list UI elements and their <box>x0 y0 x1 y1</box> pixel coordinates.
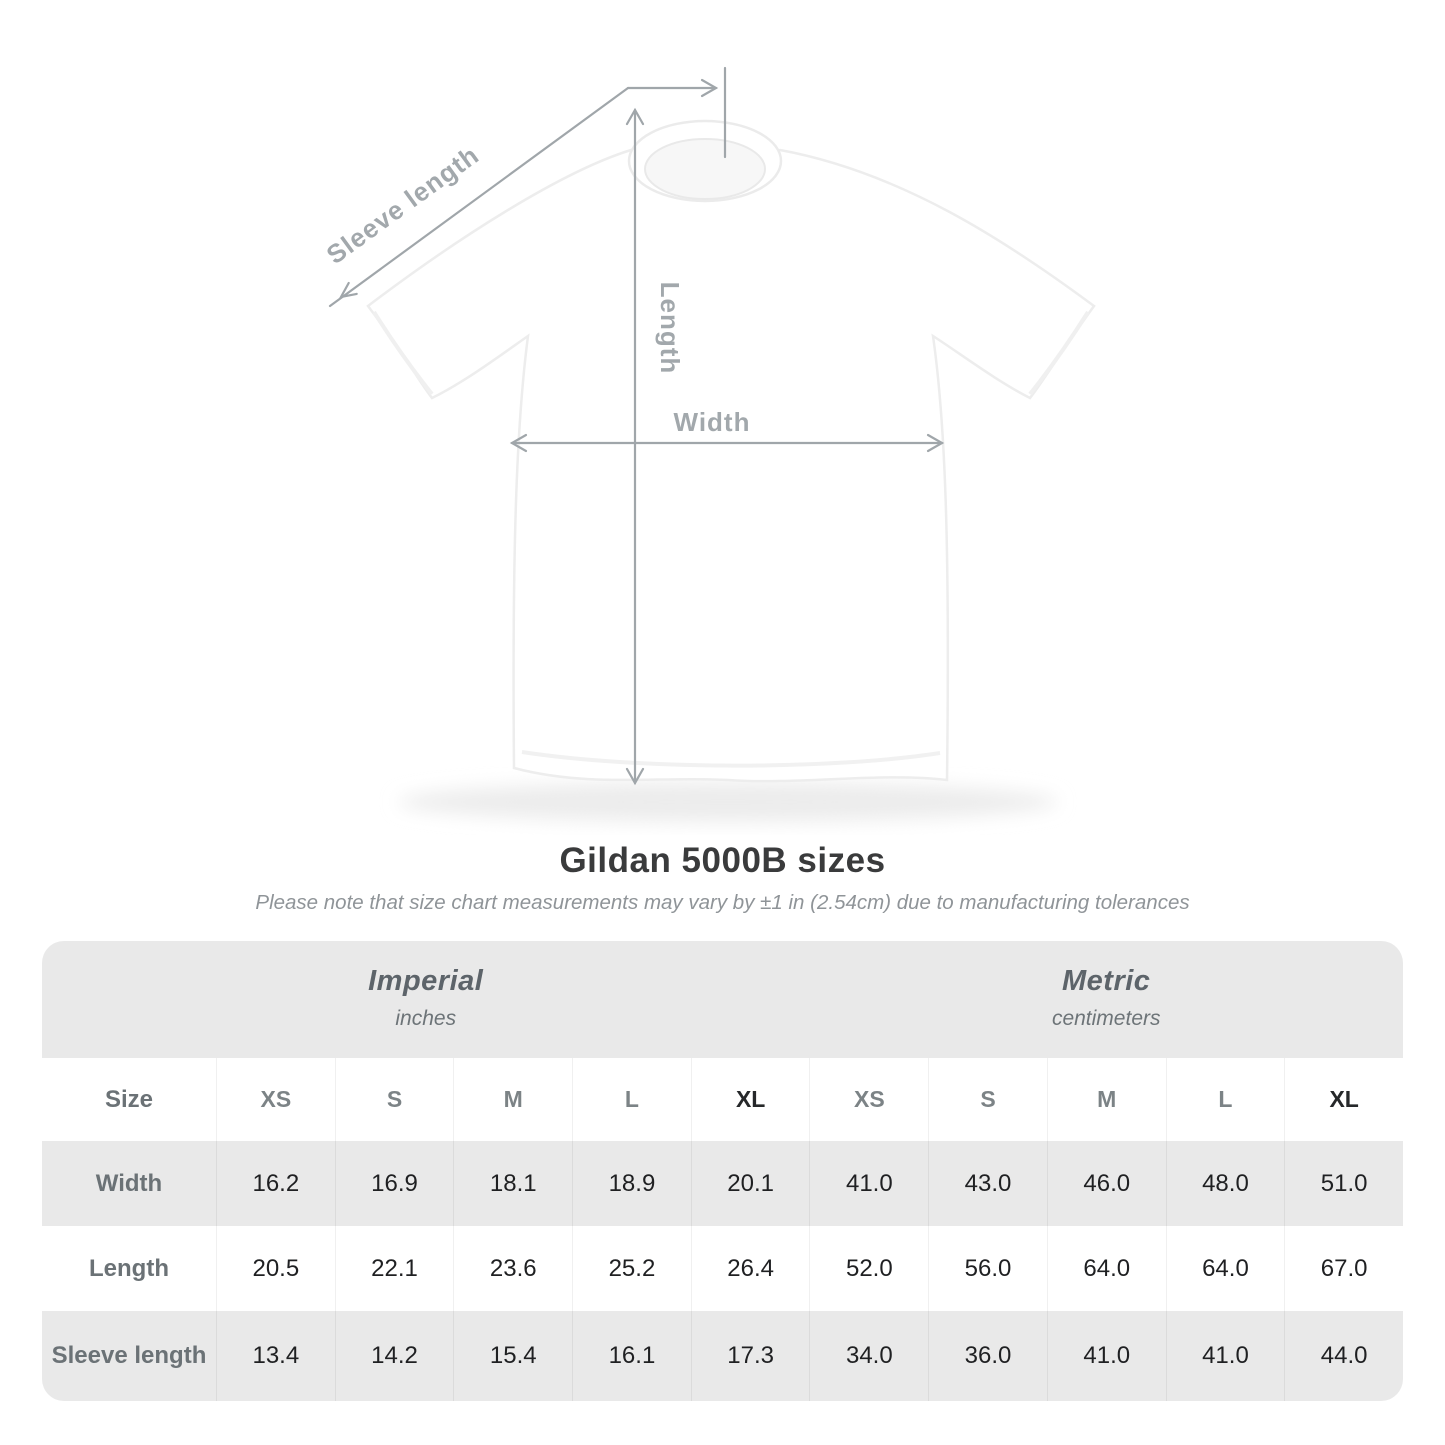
size-header-cell: XL <box>1284 1058 1403 1141</box>
size-header-cell: XL <box>691 1058 810 1141</box>
value-cell: 18.1 <box>453 1141 572 1226</box>
value-cell: 46.0 <box>1047 1141 1166 1226</box>
value-cell: 16.2 <box>216 1141 335 1226</box>
size-col-header: Size <box>42 1058 216 1141</box>
size-header-cell: M <box>453 1058 572 1141</box>
unit-sub-metric: centimeters <box>1051 1007 1161 1030</box>
value-cell: 20.1 <box>691 1141 810 1226</box>
row-label: Length <box>42 1226 216 1311</box>
value-cell: 17.3 <box>691 1311 810 1401</box>
value-cell: 64.0 <box>1166 1226 1285 1311</box>
size-table <box>42 941 1403 1401</box>
value-cell: 48.0 <box>1166 1141 1285 1226</box>
unit-name-metric: Metric <box>1062 965 1151 997</box>
size-header-cell: XS <box>216 1058 335 1141</box>
row-label: Sleeve length <box>42 1311 216 1401</box>
value-cell: 52.0 <box>809 1226 928 1311</box>
value-cell: 56.0 <box>928 1226 1047 1311</box>
value-cell: 15.4 <box>453 1311 572 1401</box>
value-cell: 20.5 <box>216 1226 335 1311</box>
value-cell: 41.0 <box>1047 1311 1166 1401</box>
width-label: Width <box>673 407 751 437</box>
value-cell: 23.6 <box>453 1226 572 1311</box>
value-cell: 13.4 <box>216 1311 335 1401</box>
value-cell: 14.2 <box>335 1311 454 1401</box>
length-label: Length <box>655 281 685 375</box>
row-label: Width <box>42 1141 216 1226</box>
value-cell: 34.0 <box>809 1311 928 1401</box>
unit-name-imperial: Imperial <box>368 965 484 997</box>
unit-header-metric <box>809 941 1403 1058</box>
value-cell: 67.0 <box>1284 1226 1403 1311</box>
size-header-cell: XS <box>809 1058 928 1141</box>
value-cell: 18.9 <box>572 1141 691 1226</box>
page-title: Gildan 5000B sizes <box>559 841 886 880</box>
size-header-cell: L <box>1166 1058 1285 1141</box>
size-header-cell: M <box>1047 1058 1166 1141</box>
size-header-cell: L <box>572 1058 691 1141</box>
size-header-cell: S <box>335 1058 454 1141</box>
value-cell: 51.0 <box>1284 1141 1403 1226</box>
shirt-shadow <box>398 782 1058 822</box>
unit-sub-imperial: inches <box>395 1007 457 1030</box>
value-cell: 22.1 <box>335 1226 454 1311</box>
tshirt-body <box>368 121 1094 781</box>
value-cell: 64.0 <box>1047 1226 1166 1311</box>
value-cell: 41.0 <box>809 1141 928 1226</box>
size-header-cell: S <box>928 1058 1047 1141</box>
value-cell: 16.9 <box>335 1141 454 1226</box>
value-cell: 44.0 <box>1284 1311 1403 1401</box>
value-cell: 26.4 <box>691 1226 810 1311</box>
value-cell: 43.0 <box>928 1141 1047 1226</box>
value-cell: 25.2 <box>572 1226 691 1311</box>
value-cell: 36.0 <box>928 1311 1047 1401</box>
sleeve-length-label: Sleeve length <box>320 139 485 270</box>
value-cell: 16.1 <box>572 1311 691 1401</box>
unit-header-imperial <box>42 941 809 1058</box>
size-note: Please note that size chart measurements may vary by ±1 in (2.54cm) due to manufacturing tolerances <box>255 891 1190 914</box>
title-block <box>0 841 1445 915</box>
value-cell: 41.0 <box>1166 1311 1285 1401</box>
